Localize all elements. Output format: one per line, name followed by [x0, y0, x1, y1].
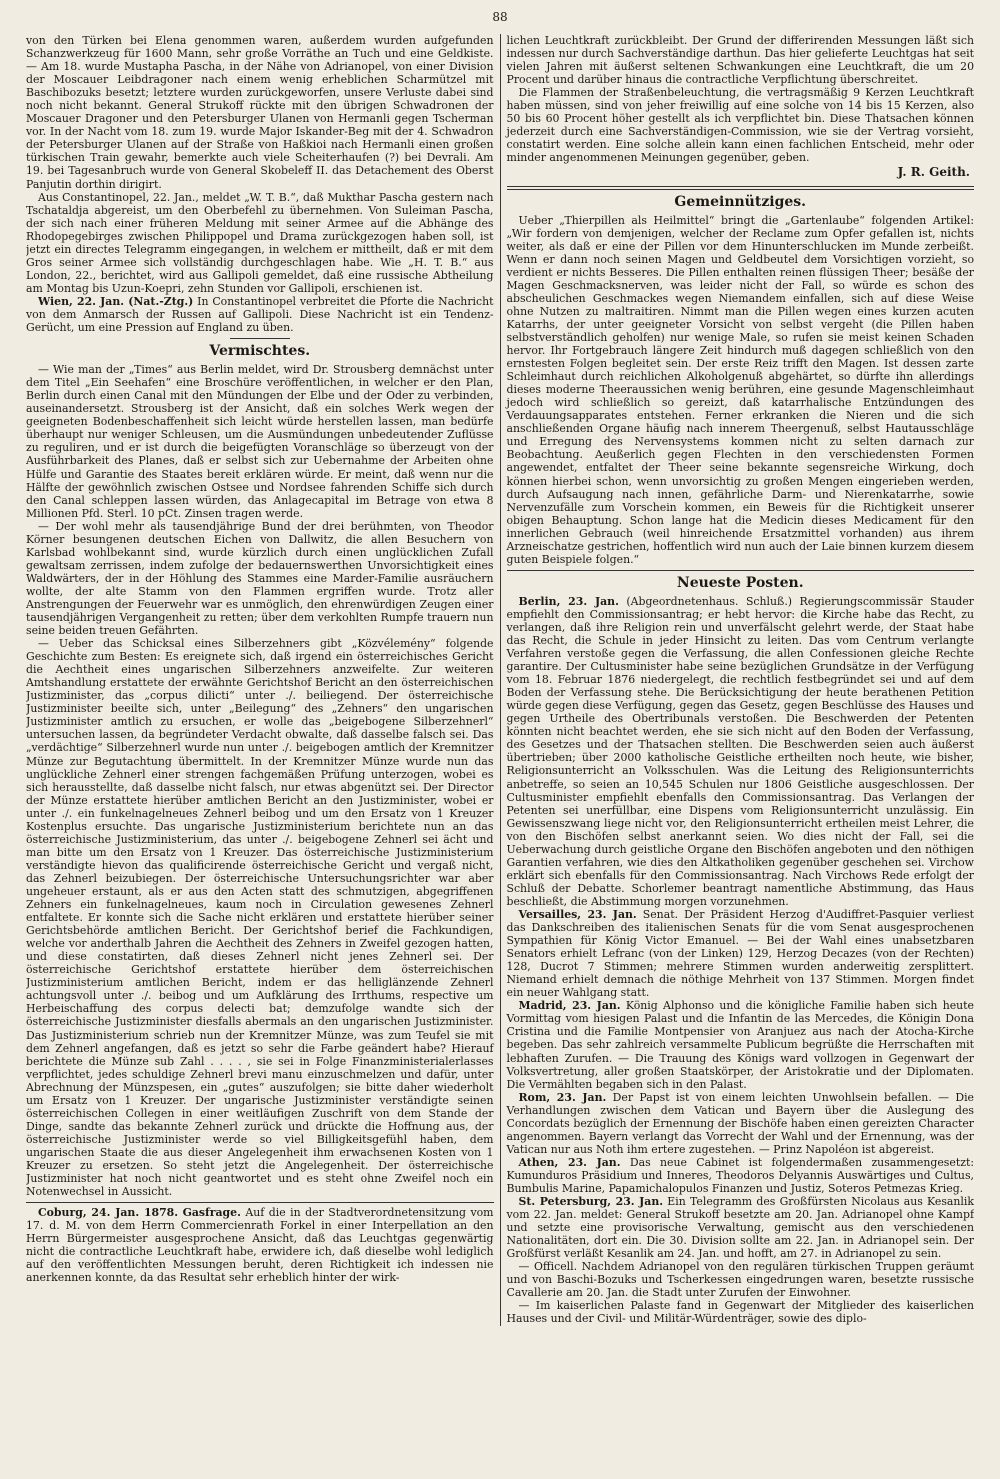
dateline: Athen, 23. Jan.	[518, 1155, 621, 1169]
dateline: St. Petersburg, 23. Jan.	[518, 1195, 664, 1209]
news-item: — Im kaiserlichen Palaste fand in Gegenwart der Mitglieder des kaiserlichen Hauses und der Civil- und Militär-Würdenträger, sowie des diplo-	[506, 1299, 974, 1326]
news-item: Rom, 23. Jan. Der Papst ist von einem leichten Unwohlsein befallen. — Die Verhandlungen zwischen dem Vatican und Bayern über die Auslegung des Concordats bezüglich der Ernennung der Bischöfe haben einen gereizten Character angenommen. Bayern verlangt das Vorrecht der Wahl und der Ernennung, was der Vatican nur aus Noth ihm ertere zugestehen. — Prinz Napoléon ist abgereist.	[506, 1090, 974, 1156]
article-paragraph: Wien, 22. Jan. (Nat.-Ztg.) In Constantinopel verbreitet die Pforte die Nachricht von dem Anmarsch der Russen auf Gallipoli. Diese Nachricht ist ein Tendenz-Gerücht, um eine Pression auf England zu üben.	[26, 294, 494, 335]
news-item: Athen, 23. Jan. Das neue Cabinet ist folgendermaßen zusammengesetzt: Kumunduros Präsidium und Inneres, Theodoros Delyannis Auswärtiges und Cultus, Bumbulis Marine, Papamichalopulos Finanzen und Justiz, Soteros Petmezas Krieg.	[506, 1155, 974, 1195]
article-paragraph: von den Türken bei Elena genommen waren, außerdem wurden aufgefunden Schanzwerkzeug für 1600 Mann, sehr große Vorräthe an Tuch und eine Geldkiste. — Am 18. wurde Mustapha Pascha, in der Nähe von Adrianopel, von einer Division der Moscauer Leibdragoner nach einem wenig erheblichen Scharmützel mit Baschibozuks besetzt; letztere wurden zurückgeworfen, unsere Verluste dabei sind noch nicht bekannt. General Strukoff rückte mit den übrigen Schwadronen der Moscauer Dragoner und den Petersburger Ulanen von Hermanli gegen Tscherman vor. In der Nacht vom 18. zum 19. wurde Major Iskander-Beg mit der 4. Schwadron der Petersburger Ulanen auf der Straße von Haßkioi nach Hermanli einen großen türkischen Train gewahr, bemerkte auch viele Scheiterhaufen (?) bei Devrali. Am 19. bei Tagesanbruch wurde von General Skobeleff II. das Detachement des Oberst Panjutin dorthin dirigirt.	[26, 34, 494, 191]
dateline: Berlin, 23. Jan.	[518, 594, 619, 608]
divider	[507, 186, 975, 190]
dateline: Coburg, 24. Jan. 1878.	[38, 1206, 179, 1220]
dateline: Madrid, 23. Jan.	[518, 999, 621, 1013]
divider	[507, 570, 975, 571]
article-paragraph: — Ueber das Schicksal eines Silberzehners gibt „Közvélemény“ folgende Geschichte zum Besten: Es ereignete sich, daß irgend ein österreichisches Gericht die Aechtheit eines ungarischen Silberzehners anzweifelte. Zur weiteren Amtshandlung erstattete der erwähnte Gerichtshof Bericht an den österreichischen Justizminister, das „corpus dilicti“ unter ./. beiliegend. Der österreichische Justizminister beeilte sich, unter „Beilegung“ des „Zehners“ den ungarischen Justizminister amtlich zu ersuchen, er wolle das „beigebogene Silberzehnerl“ untersuchen lassen, da begründeter Verdacht obwalte, daß dasselbe falsch sei. Das „verdächtige“ Silberzehnerl wurde nun unter ./. beigebogen amtlich der Kremnitzer Münze zur Begutachtung übermittelt. In der Kremnitzer Münze wurde nun das unglückliche Zehnerl einer strengen fachgemäßen Prüfung unterzogen, wobei es sich herausstellte, daß dasselbe nicht falsch, nur etwas abgenützt sei. Der Director der Münze erstattete hierüber amtlichen Bericht an den Justizminister, wobei er unter ./. ein funkelnagelneues Zehnerl beibog und um den Ersatz von 1 Kreuzer Kostenplus ersuchte. Das ungarische Justizministerium berichtete nun an das österreichische Justizministerium, das unter ./. beigebogene Zehnerl sei ächt und man bitte um den Ersatz von 1 Kreuzer. Das österreichische Justizministerium verständigte hievon das qualificirende österreichische Gericht und vergaß nicht, das Zehnerl beizubiegen. Der österreichische Untersuchungsrichter war aber ungeheuer erstaunt, als er aus den Acten statt des schmutzigen, abgegriffenen Zehners ein funkelnagelneues, kaum noch in Circulation gewesenes Zehnerl entfaltete. Er konnte sich die Sache nicht erklären und erstattete hierüber seiner Gerichtsbehörde amtlichen Bericht. Der Gerichtshof berief die Fachkundigen, welche vor anderthalb Jahren die Aechtheit des Zehners in Zweifel gezogen hatten, und diese constatirten, daß dieses Zehnerl nicht jenes Zehnerl sei. Der österreichische Gerichtshof erstattete hierüber dem österreichischen Justizministerium amtlichen Bericht, indem er das helliglänzende Zehnerl achtungsvoll unter ./. beibog und um Aufklärung des Irrthums, respective um Herbeischaffung des corpus delecti bat; demzufolge wandte sich der österreichische Justizminister diesfalls abermals an den ungarischen Justizminister. Das Justizministerium schrieb nun der Kremnitzer Münze, was zum Teufel sie mit dem Zehnerl angefangen, daß es jetzt so sehr die Farbe geändert habe? Hierauf berichtete die Münze sub Zahl . . . . , sie sei in Folge Finanzministerialerlasses verpflichtet, jedes schuldige Zehnerl brevi manu einzuschmelzen und dafür, unter Abrechnung der Münzspesen, ein „gutes“ auszufolgen; sie bitte daher wiederholt um Ersatz von 1 Kreuzer. Der ungarische Justizminister verständigte seinen österreichischen Collegen in einer weitläufigen Zuschrift von dem Stande der Dinge, sandte das bekannte Zehnerl zurück und drückte die Hoffnung aus, der österreichische Justizminister werde so viel Billigkeitsgefühl haben, dem ungarischen Staate die aus dieser Angelegenheit ihm erwachsenen Kosten von 1 Kreuzer zu ersetzen. So steht jetzt die Angelegenheit. Der österreichische Justizminister hat noch nicht geantwortet und es steht ohne Zweifel noch ein Notenwechsel in Aussicht.	[26, 637, 494, 1199]
news-item: — Officell. Nachdem Adrianopel von den regulären türkischen Truppen geräumt und von Baschi-Bozuks und Tscherkessen eingedrungen waren, besetzte russische Cavallerie am 20. Jan. die Stadt unter Zurufen der Einwohner.	[506, 1260, 974, 1300]
article-paragraph: — Wie man der „Times“ aus Berlin meldet, wird Dr. Strousberg demnächst unter dem Titel „Ein Seehafen“ eine Broschüre veröffentlichen, in welcher er den Plan, Berlin durch einen Canal mit den Mündungen der Elbe und der Oder zu verbinden, auseinandersetzt. Strousberg ist der Ansicht, daß ein solches Werk wegen der geeigneten Bodenbeschaffenheit sich leicht würde herstellen lassen, man bedürfe überhaupt nur weniger Schleusen, um die Ausmündungen unbedeutender Zuflüsse zu reguliren, und er ist durch die beigefügten Voranschläge so überzeugt von der Ausführbarkeit des Planes, daß er selbst sich zur Uebernahme der Arbeiten ohne Hülfe und Garantie des Staates bereit erklären würde. Er meint, daß wenn nur die Hälfte der gewöhnlich zwischen Ostsee und Nordsee fahrenden Schiffe sich durch den Canal schleppen lassen würden, das Anlagecapital im Betrage von etwa 8 Millionen Pfd. Sterl. 10 pCt. Zinsen tragen werde.	[26, 363, 494, 520]
article-paragraph: Aus Constantinopel, 22. Jan., meldet „W. T. B.“, daß Mukthar Pascha gestern nach Tschataldja abgereist, um den Oberbefehl zu übernehmen. Von Suleiman Pascha, der sich nach einer früheren Meldung mit seiner Armee auf die Abhänge des Rhodopegebirges zwischen Philippopel und Drama zurückgezogen haben soll, ist jetzt ein directes Telegramm eingegangen, in welchem er mittheilt, daß er mit dem Gros seiner Armee sich vollständig durchgeschlagen habe. Wie „H. T. B.“ aus London, 22., berichtet, wird aus Gallipoli gemeldet, daß eine russische Abtheilung am Montag bis Uzun-Koepri, zehn Stunden vor Gallipoli, erschienen ist.	[26, 190, 494, 295]
section-heading-gemeinnuetziges: Gemeinnütziges.	[674, 193, 807, 210]
signature: J. R. Geith.	[897, 165, 970, 180]
article-paragraph: Ueber „Thierpillen als Heilmittel“ bringt die „Gartenlaube“ folgenden Artikel: „Wir fordern von demjenigen, welcher der Reclame zum Opfer gefallen ist, nichts weiter, als daß er eine der Pillen vor dem Hinunterschlucken im Munde zerbeißt. Wenn er dann noch seinen Magen und Geldbeutel dem Vorsichtigen vorzieht, so verdient er nichts Besseres. Die Pillen enthalten reinen flüssigen Theer; besäße der Magen Geschmacksnerven, was leider nicht der Fall, so würde es schon des abscheulichen Geschmackes wegen Niemandem einfallen, sich auf diese Weise ohne Nutzen zu maltraitiren. Nimmt man die Pillen wegen eines kurzen acuten Katarrhs, der unter geeigneter Vorsicht von selbst vergeht (die Pillen haben selbstverständlich geholfen) nur wenige Male, so rufen sie meist keinen Schaden hervor. Ihr Fortgebrauch längere Zeit hindurch muß dagegen schließlich von den ernstesten Folgen begleitet sein. Der erste Reiz trifft den Magen. Ist dessen zarte Schleimhaut durch reichlichen Alkoholgenuß abgehärtet, so dürfte ihn allerdings dieses moderne Theeraussichen wenig berühren, eine gesunde Magenschleimhaut jedoch wird schließlich so gereizt, daß katarrhalische Entzündungen des Verdauungsapparates entstehen. Ferner erkranken die Nieren und die sich anschließenden Organe häufig nach innerem Theergenuß, selbst Hautausschläge und Erregung des Nervensystems kommen nicht zu selten darnach zur Beobachtung. Aeußerlich gegen Flechten in den verschiedensten Formen angewendet, entfaltet der Theer seine bekannte segensreiche Wirkung, doch können hierbei schon, wenn unvorsichtig zu großen Mengen eingerieben werden, durch Aufsaugung nach innen, gefährliche Darm- und Nierenkatarrhe, sowie Nervenzufälle zum Vorschein kommen, ein Beweis für die Richtigkeit unserer obigen Behauptung. Schon lange hat die Medicin dieses Medicament für den innerlichen Gebrauch (weil hinreichende Ersatzmittel vorhanden) aus ihrem Arzneischatze gestrichen, hoffentlich wird nun auch der Laie binnen kurzem diesem guten Beispiele folgen.“	[506, 213, 974, 566]
article-paragraph: lichen Leuchtkraft zurückbleibt. Der Grund der differirenden Messungen läßt sich indessen nur durch Sachverständige darthun. Das hier gelieferte Leuchtgas hat seit vielen Jahren mit äußerst seltenen Schwankungen eine Leuchtkraft, die um 20 Procent und darüber hinaus die contractliche Verpflichtung überschreitet.	[506, 34, 974, 87]
divider	[230, 338, 290, 339]
news-item: Madrid, 23. Jan. König Alphonso und die königliche Familie haben sich heute Vormittag vom hiesigen Palast und die Infantin de las Mercedes, die Königin Dona Cristina und die Familie Montpensier von Aranjuez aus nach der Atocha-Kirche begeben. Das sehr zahlreich versammelte Publicum begrüßte die Herrschaften mit lebhaften Zurufen. — Die Trauung des Königs ward vollzogen in Gegenwart der Volksvertretung, aller großen Staatskörper, der Aristokratie und der Diplomaten. Die Vermählten begaben sich in den Palast.	[506, 999, 974, 1091]
news-item: Versailles, 23. Jan. Senat. Der Präsident Herzog d'Audiffret-Pasquier verliest das Dankschreiben des italienischen Senats für die vom Senat ausgesprochenen Sympathien für König Victor Emanuel. — Bei der Wahl eines unabsetzbaren Senators erhielt Lefranc (von der Linken) 129, Herzog Decazes (von der Rechten) 128, Ducrot 7 Stimmen; mehrere Stimmen wurden anderweitig zersplittert. Niemand erhielt demnach die nöthige Mehrheit von 137 Stimmen. Morgen findet ein neuer Wahlgang statt.	[506, 908, 974, 1000]
page-number: 88	[492, 10, 508, 24]
dateline: Wien, 22. Jan. (Nat.-Ztg.)	[38, 294, 194, 308]
right-column	[500, 34, 975, 1326]
article-paragraph: — Der wohl mehr als tausendjährige Bund der drei berühmten, von Theodor Körner besungenen deutschen Eichen von Dallwitz, die allen Besuchern von Karlsbad wohlbekannt sind, wurde kürzlich durch einen unglücklichen Zufall gewaltsam zerrissen, indem zufolge der bedauernswerthen Unvorsichtigkeit eines Waldwärters, der in der Höhlung des Stammes eine Marder-Familie ausräuchern wollte, der alte Stamm von den Flammen ergriffen wurde. Trotz aller Anstrengungen der Feuerwehr war es unmöglich, den ehrenwürdigen Zeugen einer tausendjährigen Vergangenheit zu retten; über dem verkohlten Rumpfe trauern nun seine beiden treuen Gefährten.	[26, 519, 494, 638]
section-heading-vermischtes: Vermischtes.	[209, 343, 311, 360]
article-paragraph: Die Flammen der Straßenbeleuchtung, die vertragsmäßig 9 Kerzen Leuchtkraft haben müssen, sind von jeher freiwillig auf eine solche von 14 bis 15 Kerzen, also 50 bis 60 Procent höher gestellt als ich verpflichtet bin. Diese Thatsachen können jederzeit durch eine Sachverständigen-Commission, wie sie der Vertrag vorsieht, constatirt werden. Eine solche allein kann einen fachlichen Entscheid, mehr oder minder angenommenen Meinungen gegenüber, geben.	[506, 86, 974, 165]
columns	[26, 34, 974, 1326]
article-paragraph: Coburg, 24. Jan. 1878. Gasfrage. Auf die in der Stadtverordnetensitzung vom 17. d. M. von dem Herrn Commercienrath Forkel in einer Interpellation an den Herrn Bürgermeister ausgesprochene Ansicht, daß das Leuchtgas gegenwärtig nicht die contractliche Leuchtkraft habe, erwidere ich, daß dieselbe wohl lediglich auf den veröffentlichten Messungen beruht, deren Richtigkeit ich indessen nie anerkennen konnte, da das Resultat sehr erheblich hinter der wirk-	[26, 1206, 494, 1285]
news-item: Berlin, 23. Jan. (Abgeordnetenhaus. Schluß.) Regierungscommissär Stauder empfiehlt den Commissionsantrag; er hebt hervor: die Kirche habe das Recht, zu verlangen, daß ihre Religion rein und unverfälscht gelehrt werde, der Staat habe das Recht, die Schule in jeder Hinsicht zu leiten. Das vom Centrum verlangte Verfahren verstoße gegen die Verfassung, die allen Confessionen gleiche Rechte garantire. Der Cultusminister habe seine bezüglichen Grundsätze in der Verfügung vom 18. Februar 1876 niedergelegt, die rechtlich festbegründet sei und auf dem Boden der Verfassung stehe. Die Berücksichtigung der heute berathenen Petition würde gegen diese Verfügung, gegen das Gesetz, gegen Beschlüsse des Hauses und gegen Urtheile des Obertribunals verstoßen. Die Beschwerden der Petenten könnten nicht beachtet werden, ehe sie sich nicht auf den Boden der Verfassung, des Gesetzes und der Thatsachen stellten. Die Beschwerden seien auch äußerst übertrieben; über 2000 katholische Geistliche ertheilten noch heute, wie bisher, Religionsunterricht an Volksschulen. Was die Leitung des Religionsunterrichts anbetreffe, so seien an 10,545 Schulen nur 1806 Geistliche ausgeschlossen. Der Cultusminister empfiehlt ebenfalls den Commissionsantrag. Das Verlangen der Petenten sei unerfüllbar, eine Dispens vom Religionsunterricht unzulässig. Ein Gewissenszwang liege nicht vor, den Religionsunterricht ertheilen meist Lehrer, die von den Bischöfen selbst anerkannt seien. Wo dies nicht der Fall, sei die Ueberwachung durch geistliche Organe den Bischöfen angeboten und den nöthigen Garantien verfahren, wie dies den Altkatholiken gegenüber geschehen sei. Virchow erklärt sich ebenfalls für den Commissionsantrag. Nach Virchows Rede erfolgt der Schluß der Debatte. Schorlemer beantragt namentliche Abstimmung, das Haus beschließt, die Abstimmung morgen vorzunehmen.	[506, 594, 974, 908]
dateline: Versailles, 23. Jan.	[518, 908, 637, 921]
news-item: St. Petersburg, 23. Jan. Ein Telegramm des Großfürsten Nicolaus aus Kesanlik vom 22. Jan. meldet: General Strukoff besetzte am 20. Jan. Adrianopel ohne Kampf und setzte eine provisorische Verwaltung, gemischt aus den verschiedenen Nationalitäten, dort ein. Die 30. Division sollte am 22. Jan. in Adrianopel sein. Der Großfürst verläßt Kesanlik am 24. Jan. und hofft, am 27. in Adrianopel zu sein.	[506, 1195, 974, 1261]
topic-label: Gasfrage.	[182, 1206, 241, 1220]
left-column	[26, 34, 500, 1326]
dateline: Rom, 23. Jan.	[518, 1090, 607, 1104]
section-heading-neueste-posten: Neueste Posten.	[676, 574, 804, 591]
divider	[26, 1202, 494, 1203]
